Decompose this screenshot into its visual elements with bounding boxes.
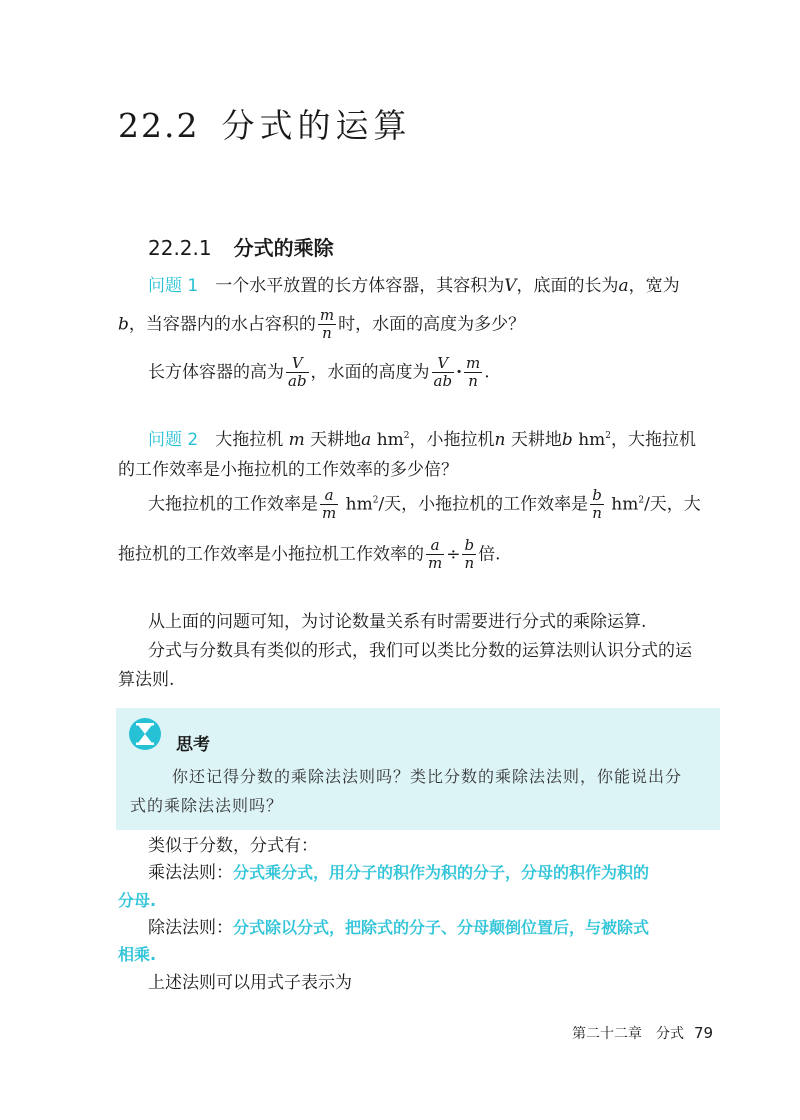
problem1-line1: 问题 1 一个水平放置的长方体容器，其容积为V，底面的长为a，宽为 [148,276,680,296]
fraction-b-over-n-2: $\frac{b}{n}$ [464,536,475,572]
division-rule-line2: 相乘. [118,945,157,964]
chapter-number: 22.2 [118,106,200,145]
problem2-line2: 的工作效率是小拖拉机的工作效率的多少倍？ [118,460,458,480]
problem2-line1: 问题 2 大拖拉机 m 天耕地a $hm^2$，小拖拉机n 天耕地b $hm^2$，大拖拉机 [148,430,696,450]
paragraph-2-line2: 算法则. [118,670,175,690]
problem1-answer: 长方体容器的高为 $\frac{V}{ab}$ ，水面的高度为 $\frac{V}{ab}$ · $\frac{m}{n}$ . [148,354,490,390]
think-line2: 式的乘除法法则吗？ [130,796,284,815]
fraction-V-over-ab-2: $\frac{V}{ab}$ [433,354,453,390]
problem1-label: 问题 1 [148,276,199,296]
fraction-a-over-m: $\frac{a}{m}$ [322,486,337,522]
think-hourglass-icon [128,717,162,751]
think-line1: 你还记得分数的乘除法法则吗？类比分数的乘除法法则，你能说出分 [172,767,683,786]
page-number: 79 [694,1024,714,1042]
section-name: 分式的乘除 [233,236,334,260]
section-title [148,232,334,261]
fraction-m-over-n: $\frac{m}{n}$ [319,306,335,342]
multiplication-rule-line1: 乘法法则：分式乘分式，用分子的积作为积的分子，分母的积作为积的 [148,863,650,883]
problem2-answer-line2: 拖拉机的工作效率是小拖拉机工作效率的 $\frac{a}{m}$ ÷ $\frac{b}{n}$ 倍. [118,536,501,572]
think-label: 思考 [176,735,210,755]
problem1-line2: b，当容器内的水占容积的 $\frac{m}{n}$ 时，水面的高度为多少？ [118,306,526,342]
page-footer [572,1023,713,1043]
rules-intro: 类似于分数，分式有： [148,836,318,856]
footer-chapter: 第二十二章 分式 [572,1026,684,1042]
chapter-name: 分式的运算 [221,106,412,145]
fraction-m-over-n-2: $\frac{m}{n}$ [466,354,481,390]
formula-intro: 上述法则可以用式子表示为 [148,973,352,993]
fraction-V-over-ab: $\frac{V}{ab}$ [288,354,307,390]
paragraph-2-line1: 分式与分数具有类似的形式，我们可以类比分数的运算法则认识分式的运 [148,641,692,661]
section-number: 22.2.1 [148,236,212,260]
multiplication-rule-line2: 分母. [118,891,157,910]
chapter-title [118,100,411,147]
problem2-answer-line1: 大拖拉机的工作效率是 $\frac{a}{m}$ $hm^2/$天，小拖拉机的工作效率是 $\frac{b}{n}$ $hm^2/$天，大 [148,486,701,522]
paragraph-1: 从上面的问题可知，为讨论数量关系有时需要进行分式的乘除运算. [148,612,647,632]
fraction-b-over-n: $\frac{b}{n}$ [592,486,602,522]
problem2-label: 问题 2 [148,430,199,450]
fraction-a-over-m-2: $\frac{a}{m}$ [428,536,443,572]
division-rule-line1: 除法法则：分式除以分式，把除式的分子、分母颠倒位置后，与被除式 [148,918,650,938]
